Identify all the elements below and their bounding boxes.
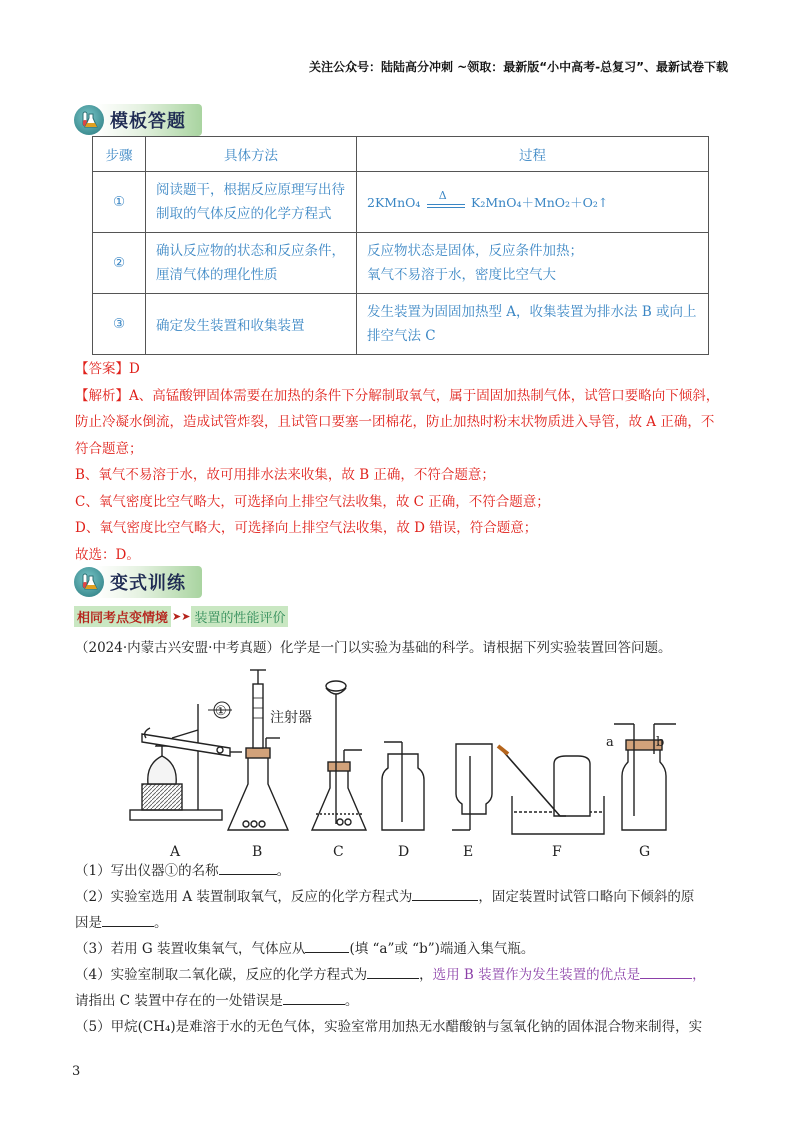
header-note: 关注公众号：陆陆高分冲刺 ~领取：最新版“小中高考-总复习”、最新试卷下载 — [309, 60, 728, 74]
answer-blank[interactable] — [102, 912, 154, 927]
step-process — [357, 233, 709, 294]
port-b-label: b — [656, 735, 665, 750]
step-number: ① — [93, 172, 146, 233]
answer-blank[interactable] — [219, 860, 277, 875]
analysis-line: D、氧气密度比空气略大，可选择向上排空气法收集，故 D 错误，符合题意； — [75, 520, 538, 536]
equation-reactant: 2KMnO₄ — [367, 194, 421, 210]
table-header: 过程 — [357, 137, 709, 172]
port-a-label: a — [606, 735, 614, 750]
step-number: ③ — [93, 294, 146, 355]
equation-condition — [427, 189, 465, 211]
question-2-cont: 因是 。 — [75, 910, 730, 936]
section-title: 模板答题 — [96, 104, 202, 136]
annotation-1: ① — [215, 704, 227, 719]
apparatus-g — [614, 724, 676, 830]
steps-table — [92, 136, 709, 355]
label-a: A — [170, 844, 181, 860]
label-b: B — [252, 844, 263, 860]
answer-blank[interactable] — [412, 886, 478, 901]
label-d: D — [398, 844, 410, 860]
flask-icon — [74, 567, 104, 597]
step-number: ② — [93, 233, 146, 294]
answer-label: 【答案】D — [75, 361, 140, 377]
analysis-line: B、氧气不易溶于水，故可用排水法来收集，故 B 正确，不符合题意； — [75, 467, 495, 483]
question-4-cont: 请指出 C 装置中存在的一处错误是 。 — [75, 988, 730, 1014]
page-number: 3 — [72, 1064, 81, 1079]
label-f: F — [552, 844, 562, 860]
apparatus-c — [312, 681, 366, 830]
apparatus-d — [382, 742, 424, 830]
analysis-line: 【解析】A、高锰酸钾固体需要在加热的条件下分解制取氧气，属于固固加热制气体，试管口要略向下倾斜，防止冷凝水倒流，造成试管炸裂，且试管口要塞一团棉花，防止加热时粉末状物质进入导管，故 A 正确，不符合题意； — [75, 387, 720, 457]
analysis-line: C、氧气密度比空气略大，可选择向上排空气法收集，故 C 正确，不符合题意； — [75, 493, 550, 510]
apparatus-f — [498, 746, 604, 834]
step-method: 确认反应物的状态和反应条件，厘清气体的理化性质 — [146, 233, 357, 294]
double-arrow-icon: ➤➤ — [172, 610, 191, 623]
apparatus-e — [452, 744, 492, 830]
section-template-answer — [74, 104, 202, 136]
question-1: （1）写出仪器①的名称 。 — [75, 858, 730, 884]
apparatus-figure — [120, 664, 680, 860]
table-header: 具体方法 — [146, 137, 357, 172]
label-c: C — [333, 844, 344, 860]
step-method: 阅读题干，根据反应原理写出待制取的气体反应的化学方程式 — [146, 172, 357, 233]
tag-part1: 相同考点变情境 — [74, 606, 171, 627]
answer-blank[interactable] — [283, 990, 345, 1005]
question-4: （4）实验室制取二氧化碳，反应的化学方程式为 ，选用 B 装置作为发生装置的优点是 ， — [75, 962, 730, 988]
questions-block — [75, 858, 730, 1040]
table-header: 步骤 — [93, 137, 146, 172]
label-g: G — [639, 844, 651, 860]
apparatus-b — [228, 670, 288, 830]
answer-block — [75, 356, 725, 568]
tag-part2: 装置的性能评价 — [191, 606, 288, 627]
question-2: （2）实验室选用 A 装置制取氧气，反应的化学方程式为 ，固定装置时试管口略向下倾斜的原 — [75, 884, 730, 910]
syringe-label: 注射器 — [270, 710, 312, 726]
apparatus-a — [130, 704, 242, 820]
section-variant-training — [74, 566, 202, 598]
topic-tag — [74, 606, 288, 627]
purple-text: 选用 B 装置作为发生装置的优点是 ， — [433, 967, 706, 983]
analysis-line: 故选：D。 — [75, 546, 140, 563]
answer-blank[interactable] — [640, 964, 692, 979]
table-row — [93, 294, 709, 355]
step-process — [357, 172, 709, 233]
heat-symbol: Δ — [438, 189, 447, 203]
table-row — [93, 233, 709, 294]
section-title: 变式训练 — [96, 566, 202, 598]
process-line: 氧气不易溶于水，密度比空气大 — [367, 267, 556, 283]
question-intro: （2024·内蒙古兴安盟·中考真题）化学是一门以实验为基础的科学。请根据下列实验装置回答问题。 — [75, 640, 672, 656]
step-process: 发生装置为固固加热型 A，收集装置为排水法 B 或向上排空气法 C — [357, 294, 709, 355]
table-row — [93, 172, 709, 233]
answer-blank[interactable] — [367, 964, 419, 979]
label-e: E — [463, 844, 474, 860]
equation-products: K₂MnO₄＋MnO₂＋O₂↑ — [471, 194, 609, 210]
answer-blank[interactable] — [305, 938, 349, 953]
step-method: 确定发生装置和收集装置 — [146, 294, 357, 355]
flask-icon — [74, 105, 104, 135]
process-line: 反应物状态是固体，反应条件加热； — [367, 243, 583, 259]
question-5: （5）甲烷(CH₄)是难溶于水的无色气体，实验室常用加热无水醋酸钠与氢氧化钠的固体混合物来制得，实 — [75, 1019, 703, 1035]
question-3: （3）若用 G 装置收集氧气，气体应从 (填 “a”或 “b”)端通入集气瓶。 — [75, 936, 730, 962]
